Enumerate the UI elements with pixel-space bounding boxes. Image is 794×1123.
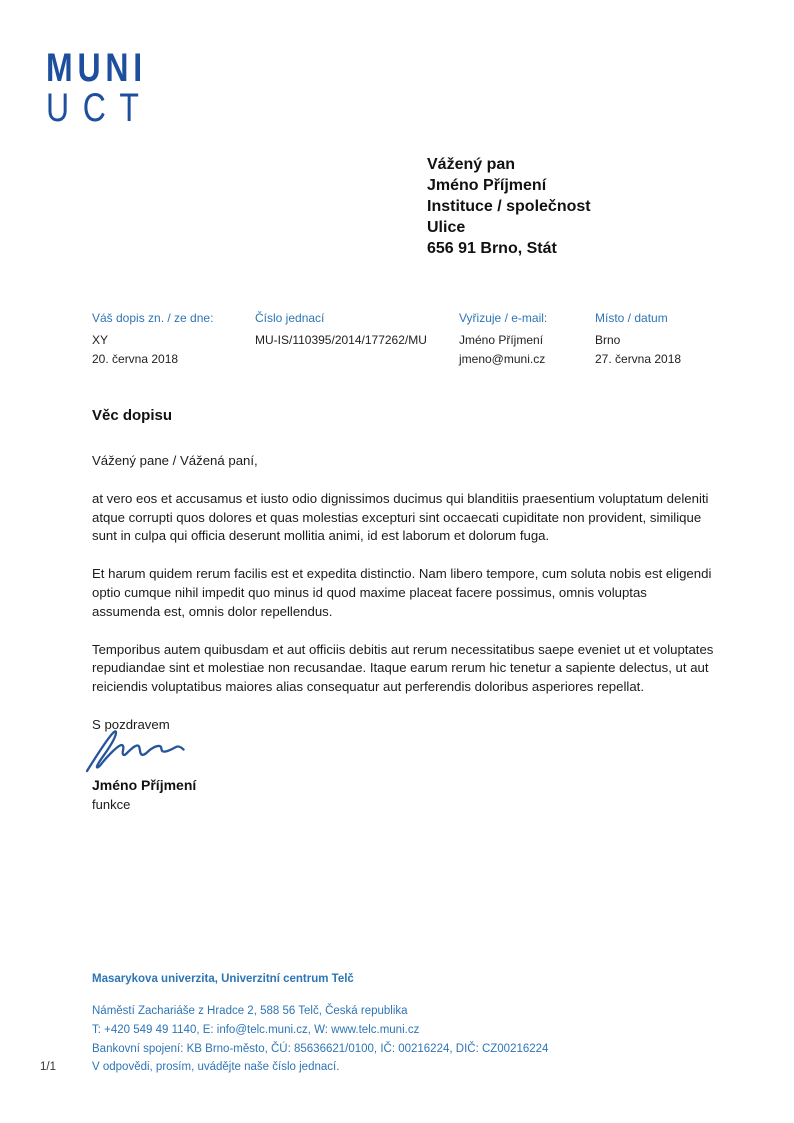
- handwritten-signature-image: [86, 729, 188, 775]
- footer-bank-line: Bankovní spojení: KB Brno-město, ČÚ: 85636621/0100, IČ: 00216224, DIČ: CZ00216224: [92, 1042, 549, 1055]
- recipient-line: Ulice: [427, 219, 466, 236]
- reference-value: MU-IS/110395/2014/177262/MU: [255, 333, 427, 347]
- recipient-line: Jméno Příjmení: [427, 177, 547, 194]
- reference-column-place-date: [595, 309, 732, 369]
- recipient-line: Vážený pan: [427, 156, 516, 173]
- reference-value: 20. června 2018: [92, 352, 179, 366]
- footer-contact-block: [92, 1002, 548, 1077]
- reference-label: Číslo jednací: [255, 311, 325, 325]
- logo-text-uct: UCT: [46, 86, 153, 130]
- reference-label: Váš dopis zn. / ze dne:: [92, 311, 214, 325]
- muni-logo: [46, 48, 179, 128]
- signer-name: Jméno Příjmení: [92, 777, 197, 793]
- footer-contact-line: T: +420 549 49 1140, E: info@telc.muni.cz, W: www.telc.muni.cz: [92, 1023, 420, 1036]
- subject-line: Věc dopisu: [92, 407, 173, 424]
- recipient-address-block: [427, 154, 591, 259]
- reference-column-handled-by: [459, 309, 595, 369]
- body-paragraph: at vero eos et accusamus et iusto odio dignissimos ducimus qui blanditiis praesentium voluptatum deleniti atque corrupti quos dolores et quas molestias excepturi sint occaecati cupiditate non provident, similique sunt in culpa qui officia deserunt mollitia animi, id est laborum et dolorum fuga.: [92, 490, 709, 544]
- reference-value: jmeno@muni.cz: [459, 352, 546, 366]
- recipient-line: 656 91 Brno, Stát: [427, 240, 557, 257]
- footer-note-line: V odpovědi, prosím, uvádějte naše číslo jednací.: [92, 1061, 340, 1074]
- page-number: 1/1: [40, 1061, 56, 1073]
- reference-value: Jméno Příjmení: [459, 333, 544, 347]
- reference-column-your-letter: [92, 309, 255, 369]
- closing-phrase: S pozdravem: [92, 716, 170, 732]
- footer-organization: Masarykova univerzita, Univerzitní centrum Telč: [92, 973, 354, 985]
- recipient-line: Instituce / společnost: [427, 198, 591, 215]
- body-paragraph: Et harum quidem rerum facilis est et expedita distinctio. Nam libero tempore, cum soluta nobis est eligendi optio cumque nihil impedit quo minus id quod maxime placeat facere possimus, omnis voluptas assumenda est, omnis dolor repellendus.: [92, 566, 712, 619]
- logo-text-muni: MUNI: [46, 46, 147, 90]
- reference-label: Místo / datum: [595, 311, 668, 325]
- reference-column-file-number: [255, 309, 459, 369]
- salutation: Vážený pane / Vážená paní,: [92, 453, 258, 468]
- letter-body: [92, 452, 716, 754]
- reference-value: Brno: [595, 333, 621, 347]
- reference-block: [92, 309, 732, 369]
- reference-value: XY: [92, 333, 109, 347]
- signer-role: funkce: [92, 797, 131, 812]
- reference-label: Vyřizuje / e-mail:: [459, 311, 548, 325]
- footer-address-line: Náměstí Zachariáše z Hradce 2, 588 56 Telč, Česká republika: [92, 1005, 408, 1017]
- body-paragraph: Temporibus autem quibusdam et aut officiis debitis aut rerum necessitatibus saepe eveniet ut et voluptates repudiandae sint et molestiae non recusandae. Itaque earum rerum hic tenetur a sapiente delectus, ut aut reiciendis voluptatibus maiores alias consequatur aut perferendis doloribus asperiores repellat.: [92, 641, 714, 695]
- reference-value: 27. června 2018: [595, 352, 682, 366]
